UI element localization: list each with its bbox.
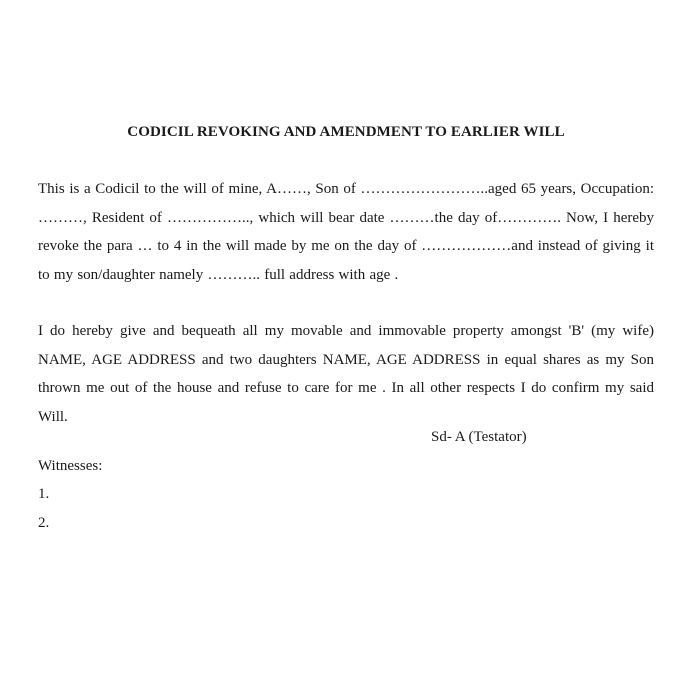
witnesses-label: Witnesses:	[38, 458, 103, 474]
codicil-paragraph-revocation: This is a Codicil to the will of mine, A……, Son of ……………………..aged 65 years, Occupation: ………, Resident of …………….., which will bear date ………the day of…………. Now, I hereby revoke the para … to 4 in the will made by me on the day of ………………and instead of giving it to my son/daughter namely ……….. full address with age .	[38, 181, 654, 283]
witness-line-2: 2.	[38, 515, 50, 531]
document-title: CODICIL REVOKING AND AMENDMENT TO EARLIER WILL	[127, 124, 565, 140]
document-page	[38, 0, 654, 700]
witness-line-1: 1.	[38, 486, 50, 502]
testator-signature: Sd- A (Testator)	[431, 429, 527, 445]
codicil-paragraph-bequest: I do hereby give and bequeath all my movable and immovable property amongst 'B' (my wife) NAME, AGE ADDRESS and two daughters NAME, AGE ADDRESS in equal shares as my Son thrown me out of the house and refuse to care for me . In all other respects I do confirm my said Will.	[38, 323, 654, 425]
